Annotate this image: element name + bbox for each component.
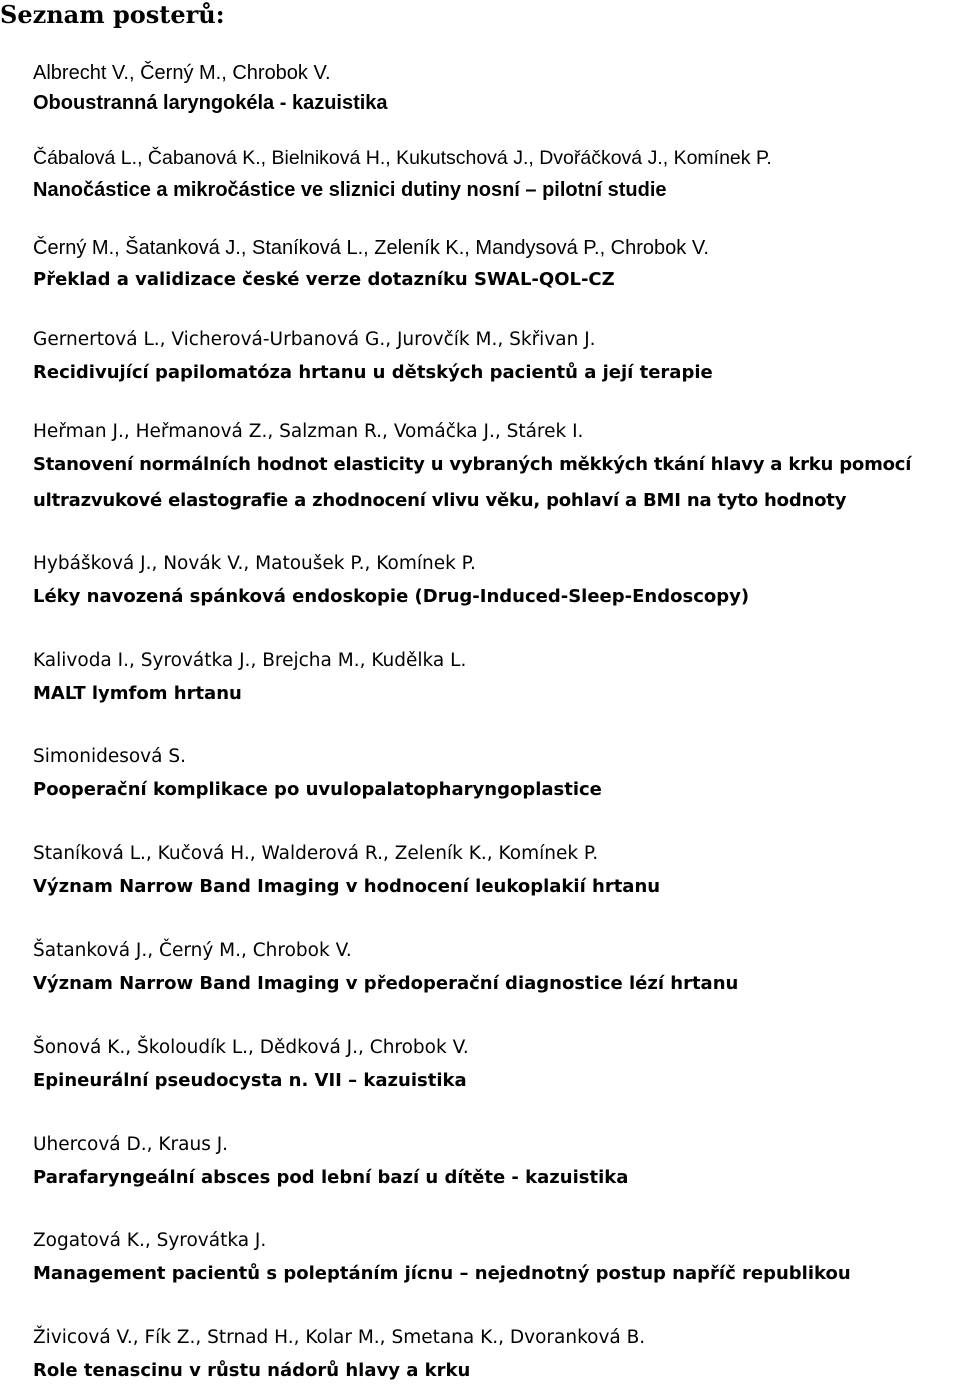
poster-entry-3: [33, 233, 960, 297]
poster-entry-1: [33, 58, 960, 118]
poster-authors: Živicová V., Fík Z., Strnad H., Kolar M., Smetana K., Dvoranková B.: [33, 1327, 646, 1348]
poster-authors: Staníková L., Kučová H., Walderová R., Zeleník K., Komínek P.: [33, 843, 599, 864]
poster-entry-12: [33, 1130, 960, 1196]
poster-entry-6: [33, 549, 960, 615]
poster-entry-8: [33, 742, 960, 808]
poster-entry-5: [33, 417, 960, 519]
poster-title: Nanočástice a mikročástice ve sliznici dutiny nosní – pilotní studie: [33, 179, 667, 201]
poster-title: Recidivující papilomatóza hrtanu u dětských pacientů a její terapie: [33, 362, 713, 383]
poster-title: Role tenascinu v růstu nádorů hlavy a krku: [33, 1360, 471, 1381]
poster-entry-14: [33, 1323, 960, 1389]
poster-title: Oboustranná laryngokéla - kazuistika: [33, 92, 388, 114]
poster-entry-10: [33, 936, 960, 1002]
poster-authors: Černý M., Šatanková J., Staníková L., Zeleník K., Mandysová P., Chrobok V.: [33, 237, 709, 259]
poster-title: Význam Narrow Band Imaging v předoperační diagnostice lézí hrtanu: [33, 973, 739, 994]
poster-entry-13: [33, 1226, 960, 1292]
poster-title: Epineurální pseudocysta n. VII – kazuistika: [33, 1070, 467, 1091]
poster-title: Parafaryngeální absces pod lební bazí u dítěte - kazuistika: [33, 1167, 629, 1188]
poster-title: MALT lymfom hrtanu: [33, 683, 242, 704]
poster-entry-4: [33, 325, 960, 391]
poster-authors: Kalivoda I., Syrovátka J., Brejcha M., Kudělka L.: [33, 650, 467, 671]
poster-title: Pooperační komplikace po uvulopalatopharyngoplastice: [33, 779, 602, 800]
poster-authors: Hybášková J., Novák V., Matoušek P., Komínek P.: [33, 553, 476, 574]
poster-title: Stanovení normálních hodnot elasticity u vybraných měkkých tkání hlavy a krku pomocí ultrazvukové elastografie a zhodnocení vlivu věku, pohlaví a BMI na tyto hodnoty: [33, 454, 912, 511]
poster-title: Význam Narrow Band Imaging v hodnocení leukoplakií hrtanu: [33, 876, 661, 897]
poster-authors: Zogatová K., Syrovátka J.: [33, 1230, 267, 1251]
poster-authors: Albrecht V., Černý M., Chrobok V.: [33, 62, 331, 84]
poster-authors: Uhercová D., Kraus J.: [33, 1134, 229, 1155]
page-title: Seznam posterů:: [0, 0, 225, 29]
poster-title: Překlad a validizace české verze dotazníku SWAL-QOL-CZ: [33, 269, 615, 290]
poster-title: Management pacientů s poleptáním jícnu – nejednotný postup napříč republikou: [33, 1263, 851, 1284]
poster-authors: Gernertová L., Vicherová-Urbanová G., Jurovčík M., Skřivan J.: [33, 329, 596, 350]
poster-authors: Čábalová L., Čabanová K., Bielniková H., Kukutschová J., Dvořáčková J., Komínek P.: [33, 147, 772, 169]
poster-authors: Šatanková J., Černý M., Chrobok V.: [33, 940, 352, 961]
poster-authors: Simonidesová S.: [33, 746, 186, 767]
poster-entry-2: [33, 143, 960, 207]
poster-authors: Heřman J., Heřmanová Z., Salzman R., Vomáčka J., Stárek I.: [33, 421, 584, 442]
poster-title: Léky navozená spánková endoskopie (Drug-Induced-Sleep-Endoscopy): [33, 586, 750, 607]
poster-authors: Šonová K., Školoudík L., Dědková J., Chrobok V.: [33, 1037, 469, 1058]
poster-entry-9: [33, 839, 960, 905]
poster-entry-7: [33, 646, 960, 712]
poster-entry-11: [33, 1033, 960, 1099]
